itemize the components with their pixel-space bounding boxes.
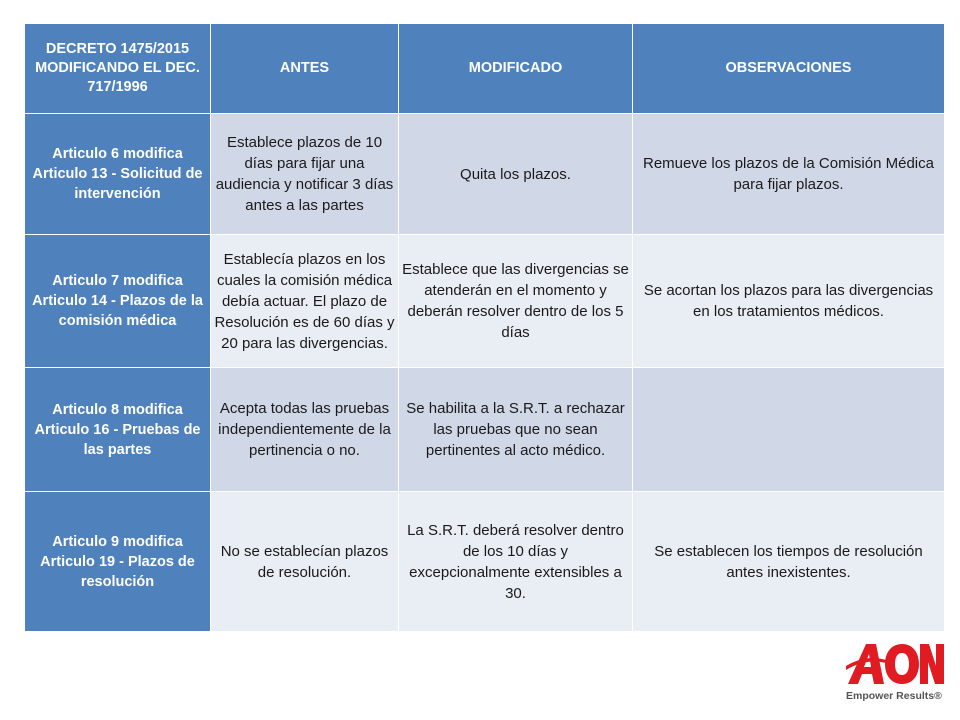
aon-logo-mark	[846, 640, 944, 686]
aon-tagline: Empower Results®	[846, 690, 942, 702]
cell-observaciones	[633, 368, 945, 492]
table-row	[25, 114, 945, 235]
table-row	[25, 368, 945, 492]
cell-modificado: La S.R.T. deberá resolver dentro de los 10 días y excepcionalmente extensibles a 30.	[399, 492, 633, 632]
cell-observaciones: Remueve los plazos de la Comisión Médica para fijar plazos.	[633, 114, 945, 235]
table-row	[25, 492, 945, 632]
header-row	[25, 24, 945, 114]
header-decreto: DECRETO 1475/2015 MODIFICANDO EL DEC. 717/1996	[25, 24, 211, 114]
header-observaciones: OBSERVACIONES	[633, 24, 945, 114]
row-article: Articulo 6 modifica Articulo 13 - Solicitud de intervención	[25, 114, 211, 235]
cell-antes: Acepta todas las pruebas independientemente de la pertinencia o no.	[211, 368, 399, 492]
cell-observaciones: Se establecen los tiempos de resolución antes inexistentes.	[633, 492, 945, 632]
cell-antes: No se establecían plazos de resolución.	[211, 492, 399, 632]
row-article: Articulo 7 modifica Articulo 14 - Plazos de la comisión médica	[25, 235, 211, 368]
cell-modificado: Establece que las divergencias se atenderán en el momento y deberán resolver dentro de los 5 días	[399, 235, 633, 368]
cell-observaciones: Se acortan los plazos para las divergencias en los tratamientos médicos.	[633, 235, 945, 368]
row-article: Articulo 9 modifica Articulo 19 - Plazos de resolución	[25, 492, 211, 632]
cell-modificado: Quita los plazos.	[399, 114, 633, 235]
table-row	[25, 235, 945, 368]
cell-antes: Establece plazos de 10 días para fijar una audiencia y notificar 3 días antes a las partes	[211, 114, 399, 235]
cell-antes: Establecía plazos en los cuales la comisión médica debía actuar. El plazo de Resolución es de 60 días y 20 para las divergencias.	[211, 235, 399, 368]
comparison-table-container	[24, 23, 944, 632]
header-antes: ANTES	[211, 24, 399, 114]
comparison-table	[24, 23, 945, 632]
cell-modificado: Se habilita a la S.R.T. a rechazar las pruebas que no sean pertinentes al acto médico.	[399, 368, 633, 492]
row-article: Articulo 8 modifica Articulo 16 - Pruebas de las partes	[25, 368, 211, 492]
header-modificado: MODIFICADO	[399, 24, 633, 114]
